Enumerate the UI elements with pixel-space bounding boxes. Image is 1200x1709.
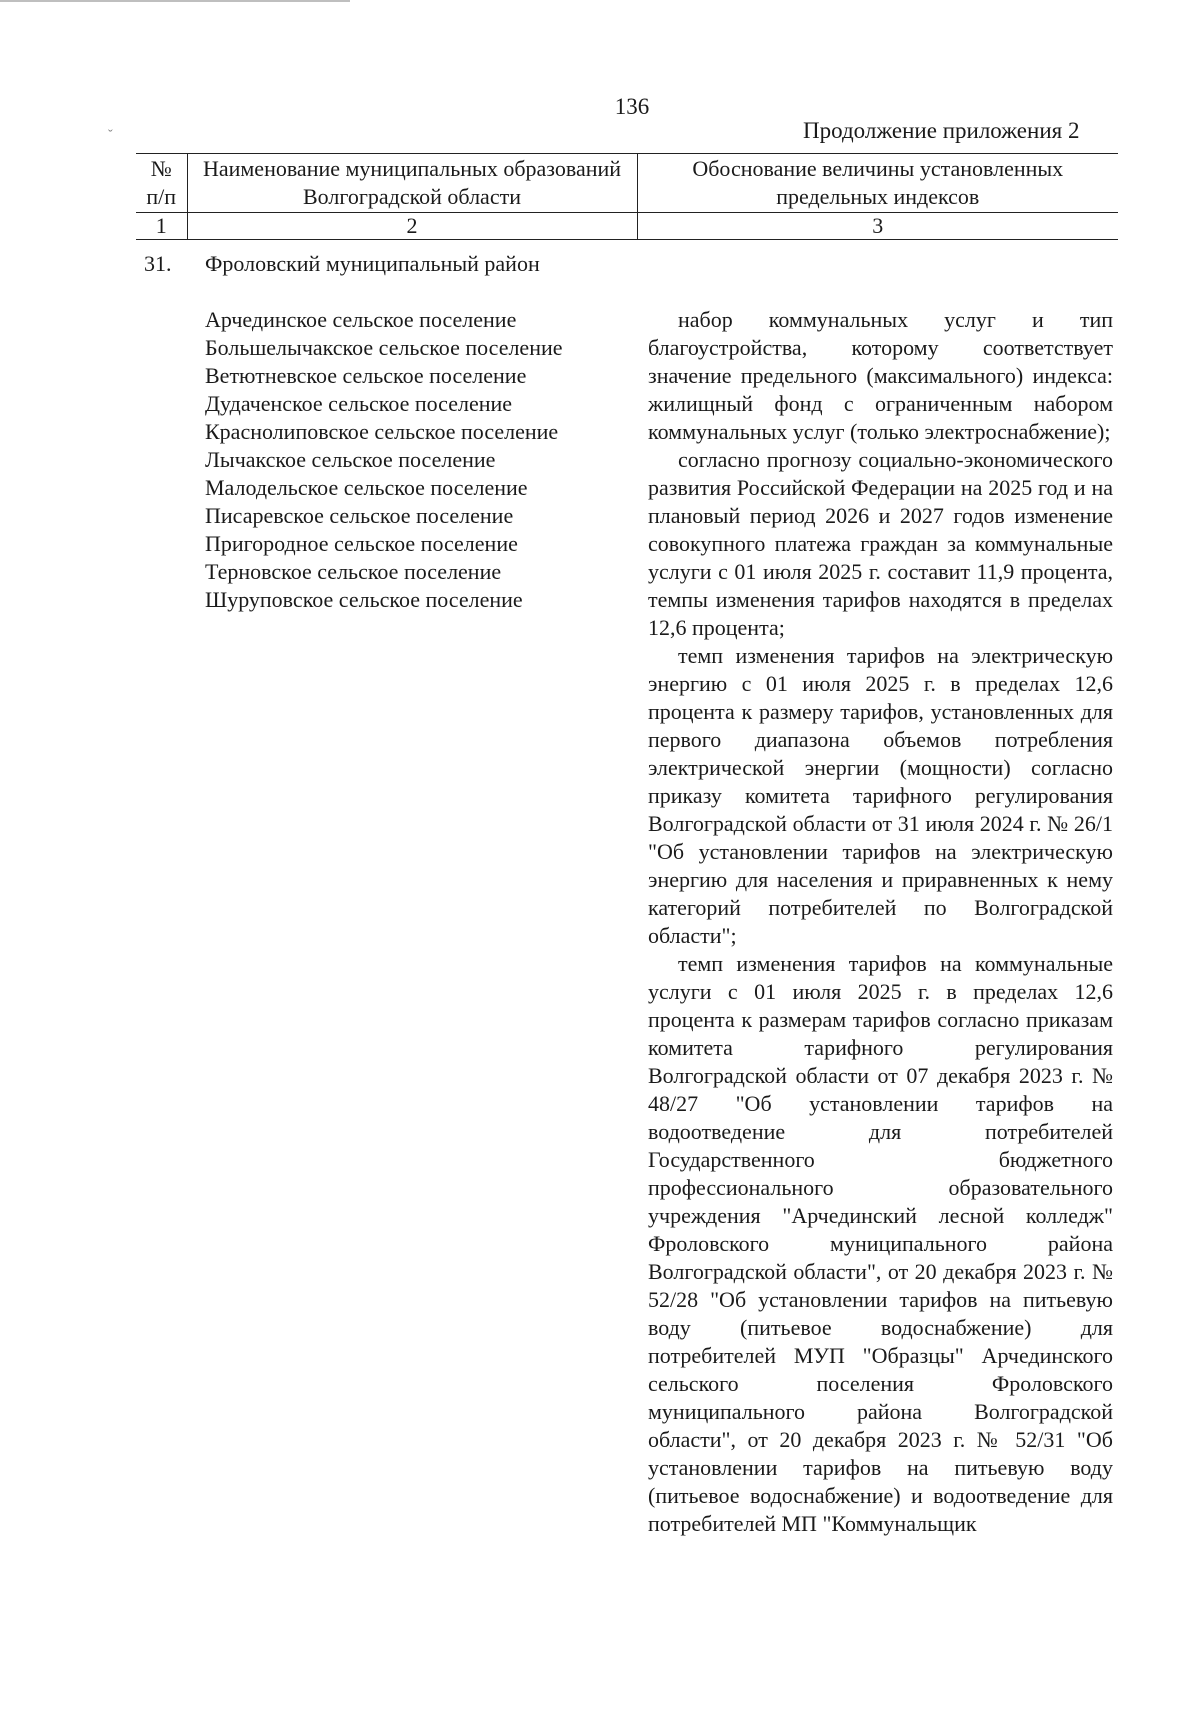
list-item: Малодельское сельское поселение — [205, 475, 528, 500]
list-item: Дудаченское сельское поселение — [205, 391, 513, 416]
header-cell-justification — [637, 154, 1118, 213]
list-item: Шуруповское сельское поселение — [205, 587, 523, 612]
list-item: Большелычакское сельское поселение — [205, 335, 563, 360]
list-item: Терновское сельское поселение — [205, 559, 502, 584]
column-number-3: 3 — [637, 213, 1118, 240]
justification-text — [648, 306, 1113, 1538]
list-item: Краснолиповское сельское поселение — [205, 419, 559, 444]
page-number: 136 — [614, 94, 650, 119]
header-justification-label: Обоснование величины установленных предельных индексов — [692, 156, 1064, 209]
appendix-note: Продолжение приложения 2 — [803, 118, 1080, 143]
justification-paragraph: согласно прогнозу социально-экономического развития Российской Федерации на 2025 год и на плановый период 2026 и 2027 годов изменение совокупного платежа граждан за коммунальные услуги с 01 июля 2025 г. составит 11,9 процента, темпы изменения тарифов находятся в пределах 12,6 процента; — [648, 447, 1113, 640]
justification-paragraph: темп изменения тарифов на электрическую энергию с 01 июля 2025 г. в пределах 12,6 процента к размеру тарифов, установленных для первого диапазона объемов потребления электрической энергии (мощности) согласно приказу комитета тарифного регулирования Волгоградской области от 31 июля 2024 г. № 26/1 "Об установлении тарифов на электрическую энергию для населения и приравненных к нему категорий потребителей по Волгоградской области"; — [648, 643, 1113, 948]
list-item: Пригородное сельское поселение — [205, 531, 518, 556]
list-item: Писаревское сельское поселение — [205, 503, 514, 528]
scan-mark: ˇ — [108, 128, 113, 143]
header-cell-number — [136, 154, 187, 213]
justification-paragraph: набор коммунальных услуг и тип благоустройства, которому соответствует значение предельного (максимального) индекса: жилищный фонд с ограниченным набором коммунальных услуг (только электроснабжение); — [648, 307, 1113, 444]
header-row — [136, 154, 1118, 213]
row-number: 31. — [144, 251, 172, 276]
list-item: Ветютневское сельское поселение — [205, 363, 527, 388]
scan-edge-line — [0, 0, 350, 2]
settlement-list — [205, 306, 563, 614]
column-number-row — [136, 213, 1118, 240]
justification-paragraph: темп изменения тарифов на коммунальные услуги с 01 июля 2025 г. в пределах 12,6 процента к размерам тарифов согласно приказам комитета тарифного регулирования Волгоградской области от 07 декабря 2023 г. № 48/27 "Об установлении тарифов на водоотведение для потребителей Государственного бюджетного профессионального образовательного учреждения "Арчединский лесной колледж" Фроловского муниципального района Волгоградской области", от 20 декабря 2023 г. № 52/28 "Об установлении тарифов на питьевую воду (питьевое водоснабжение) для потребителей МУП "Образцы" Арчединского сельского поселения Фроловского муниципального района Волгоградской области", от 20 декабря 2023 г. № 52/31 "Об установлении тарифов на питьевую воду (питьевое водоснабжение) и водоотведение для потребителей МП "Коммунальщик — [648, 951, 1113, 1536]
district-name: Фроловский муниципальный район — [205, 251, 540, 276]
column-number-1: 1 — [136, 213, 187, 240]
list-item: Лычакское сельское поселение — [205, 447, 496, 472]
table-header — [136, 153, 1118, 240]
column-number-2: 2 — [187, 213, 637, 240]
header-name-label: Наименование муниципальных образований Волгоградской области — [202, 156, 622, 209]
header-cell-name — [187, 154, 637, 213]
list-item: Арчединское сельское поселение — [205, 307, 517, 332]
header-number-label: № п/п — [146, 156, 177, 209]
